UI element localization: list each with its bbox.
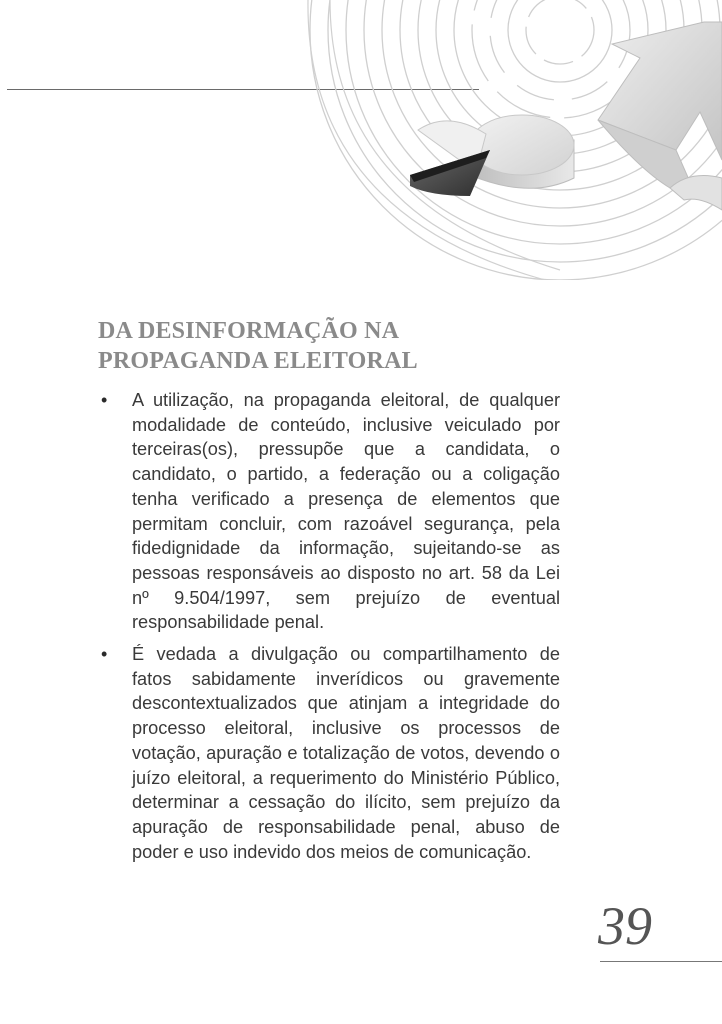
heading-line-1: DA DESINFORMAÇÃO NA xyxy=(98,318,400,344)
section-heading xyxy=(98,316,568,376)
list-item xyxy=(98,388,560,635)
bullet-icon: • xyxy=(101,390,108,410)
bullet-text: É vedada a divulgação ou compartilhamento de fatos sabidamente inverídicos ou gravemente descontextualizados que atinjam a integridade do processo eleitoral, inclusive os processos de votação, apuração e totalização de votos, devendo o juízo eleitoral, a requerimento do Ministério Público, determinar a cessação do ilícito, sem prejuízo da apuração de responsabilidade penal, abuso de poder e uso indevido dos meios de comunicação. xyxy=(132,644,560,862)
bullet-icon: • xyxy=(101,644,108,665)
list-item xyxy=(98,642,560,864)
bullet-text: A utilização, na propaganda eleitoral, de qualquer modalidade de conteúdo, inclusive veiculado por terceiras(os), pressupõe que a candidata, o candidato, o partido, a federação ou a coligação tenha verificado a presença de elementos que permitam concluir, com razoável segurança, pela fidedignidade da informação, sujeitando-se as pessoas responsáveis ao disposto no art. 58 da Lei nº 9.504/1997, sem prejuízo de eventual responsabilidade penal. xyxy=(132,390,560,633)
page-number: 39 xyxy=(598,896,652,956)
arrow-icon xyxy=(598,22,722,210)
heading-line-2: PROPAGANDA ELEITORAL xyxy=(98,348,418,374)
bullet-list xyxy=(98,388,560,871)
pie-chart-with-arrow-icon xyxy=(300,0,722,280)
bottom-rule xyxy=(600,961,722,962)
